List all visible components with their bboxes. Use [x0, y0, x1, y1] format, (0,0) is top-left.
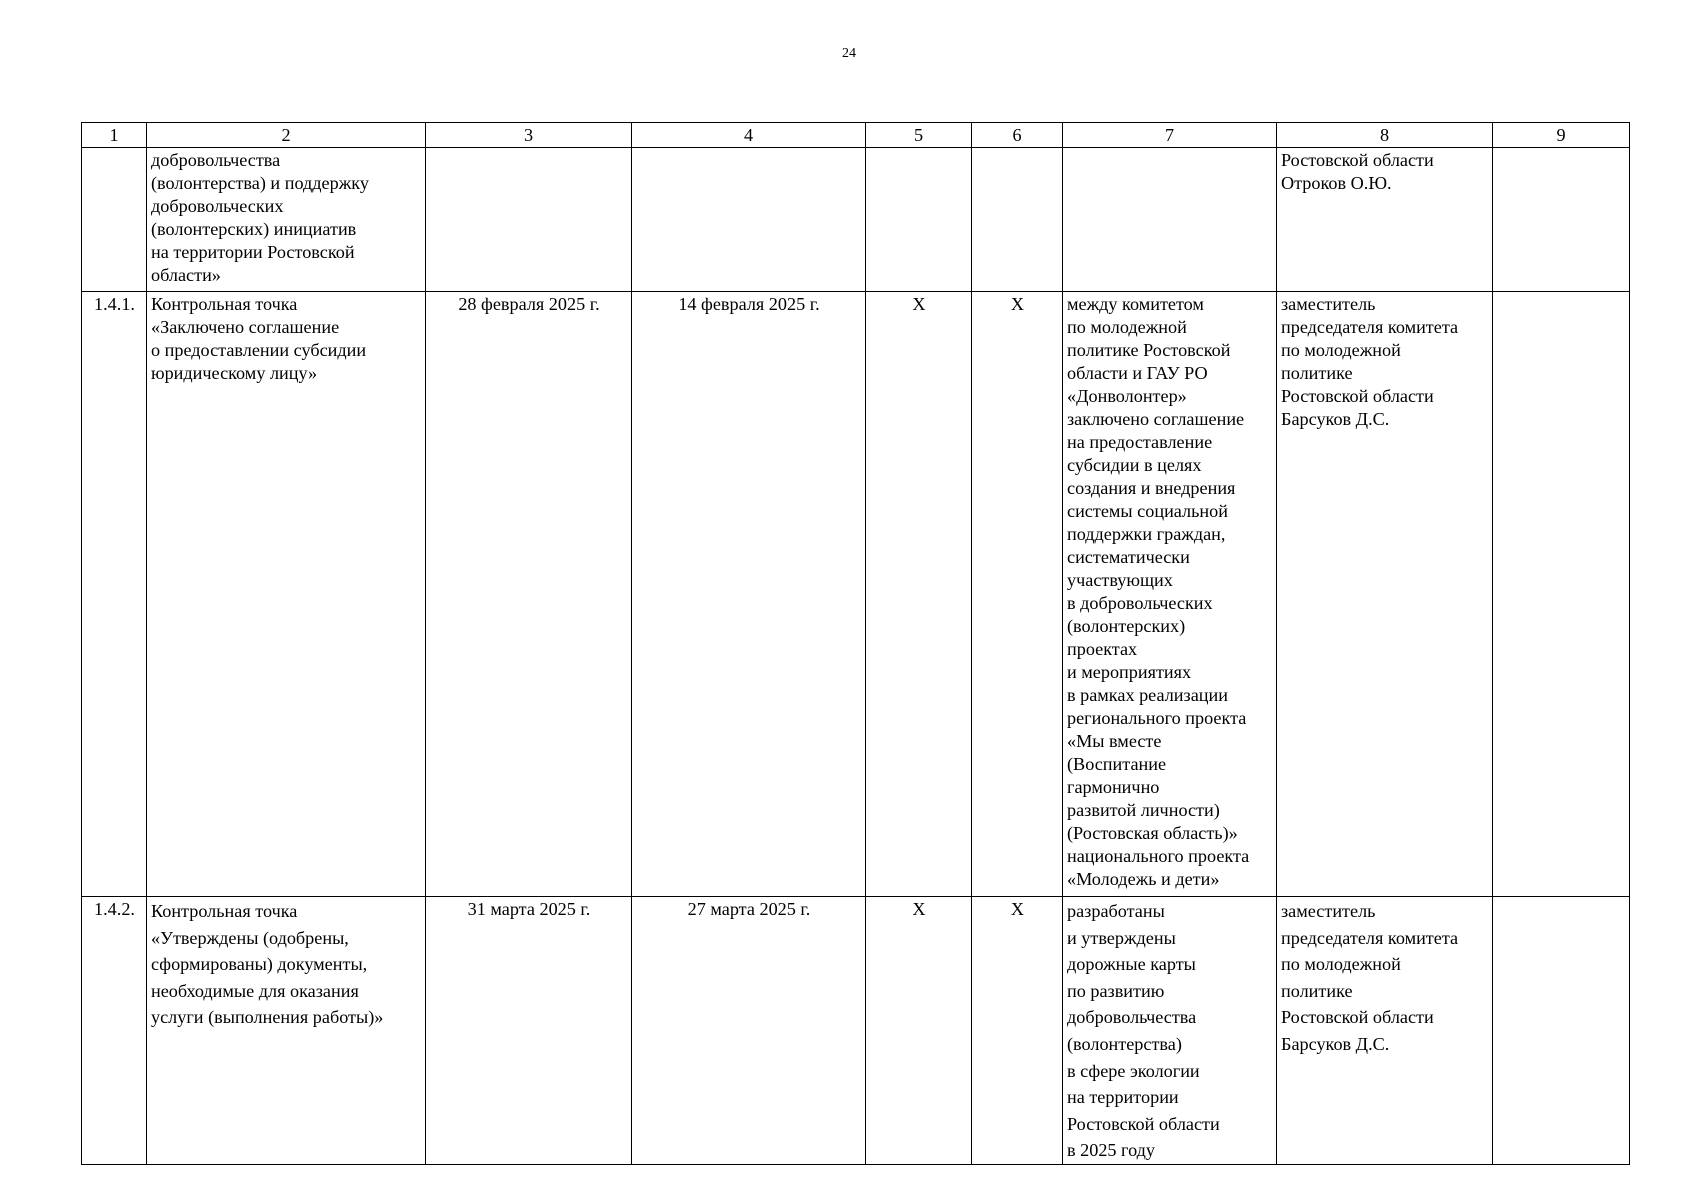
result-cell: между комитетом по молодежной политике Ростовской области и ГАУ РО «Донволонтер» заключено соглашение на предоставление субсидии в целях создания и внедрения системы социальной поддержки граждан, систематически участвующих в добровольческих (волонтерских) проектах и мероприятиях в рамках реализации регионального проекта «Мы вместе (Воспитание гармонично развитой личности) (Ростовская область)» национального проекта «Молодежь и дети»: [1063, 292, 1277, 897]
column-header: 2: [147, 123, 426, 148]
fact-date-cell: 14 февраля 2025 г.: [632, 292, 866, 897]
fact-date-cell: 27 марта 2025 г.: [632, 897, 866, 1165]
item-name-cell: добровольчества (волонтерства) и поддержку добровольческих (волонтерских) инициатив на территории Ростовской области»: [147, 148, 426, 292]
column-9-cell: [1493, 148, 1630, 292]
column-header: 3: [426, 123, 632, 148]
column-5-cell: [866, 148, 972, 292]
table-row-1-4-1: [82, 292, 1630, 897]
responsible-cell: заместитель председателя комитета по молодежной политике Ростовской области Барсуков Д.С.: [1277, 292, 1493, 897]
column-header: 5: [866, 123, 972, 148]
responsible-cell: Ростовской области Отроков О.Ю.: [1277, 148, 1493, 292]
column-header: 8: [1277, 123, 1493, 148]
plan-date-cell: [426, 148, 632, 292]
column-9-cell: [1493, 897, 1630, 1165]
plan-date-cell: 31 марта 2025 г.: [426, 897, 632, 1165]
column-5-cell: Х: [866, 292, 972, 897]
item-number-cell: 1.4.2.: [82, 897, 147, 1165]
column-header: 6: [972, 123, 1063, 148]
column-header: 1: [82, 123, 147, 148]
column-6-cell: Х: [972, 292, 1063, 897]
table-header-row: [82, 123, 1630, 148]
plan-date-cell: 28 февраля 2025 г.: [426, 292, 632, 897]
table-row-continuation: [82, 148, 1630, 292]
responsible-cell: заместитель председателя комитета по молодежной политике Ростовской области Барсуков Д.С.: [1277, 897, 1493, 1165]
result-cell: разработаны и утверждены дорожные карты по развитию добровольчества (волонтерства) в сфере экологии на территории Ростовской области в 2025 году: [1063, 897, 1277, 1165]
item-name-cell: Контрольная точка «Заключено соглашение о предоставлении субсидии юридическому лицу»: [147, 292, 426, 897]
column-header: 9: [1493, 123, 1630, 148]
item-number-cell: [82, 148, 147, 292]
page-number: 24: [842, 46, 856, 61]
column-9-cell: [1493, 292, 1630, 897]
column-5-cell: Х: [866, 897, 972, 1165]
column-header: 7: [1063, 123, 1277, 148]
control-points-table: [81, 122, 1630, 1165]
item-number-cell: 1.4.1.: [82, 292, 147, 897]
result-cell: [1063, 148, 1277, 292]
item-name-cell: Контрольная точка «Утверждены (одобрены, сформированы) документы, необходимые для оказания услуги (выполнения работы)»: [147, 897, 426, 1165]
fact-date-cell: [632, 148, 866, 292]
column-6-cell: Х: [972, 897, 1063, 1165]
table-row-1-4-2: [82, 897, 1630, 1165]
column-6-cell: [972, 148, 1063, 292]
column-header: 4: [632, 123, 866, 148]
